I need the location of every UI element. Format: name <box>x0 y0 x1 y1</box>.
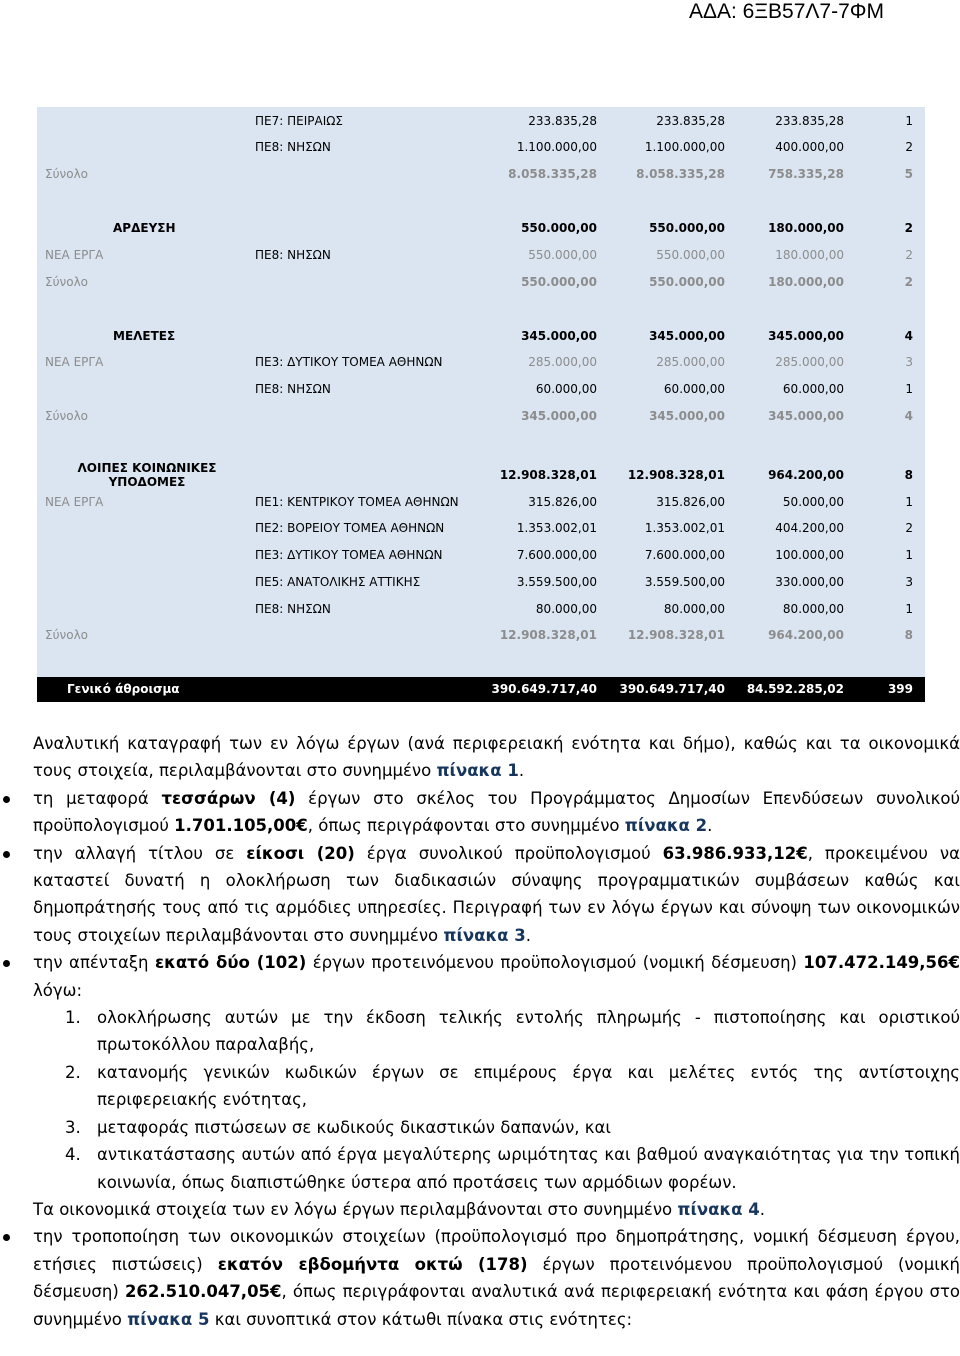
total-row <box>37 624 925 646</box>
sub-region: ΠΕ1: ΚΕΝΤΡΙΚΟΥ ΤΟΜΕΑ ΑΘΗΝΩΝ <box>255 495 459 509</box>
table-row <box>37 544 925 566</box>
value-2: 60.000,00 <box>663 382 725 396</box>
group-label: Σύνολο <box>45 167 89 181</box>
count: 2 <box>905 248 913 262</box>
value-2: 1.353.002,01 <box>644 521 725 535</box>
value-1: 1.353.002,01 <box>516 521 597 535</box>
value-3: 285.000,00 <box>775 355 844 369</box>
table-row <box>37 244 925 266</box>
value-1: 550.000,00 <box>528 248 597 262</box>
value-1: 8.058.335,28 <box>508 167 597 181</box>
group-label: ΝΕΑ ΕΡΓΑ <box>45 248 104 262</box>
value-2: 315.826,00 <box>656 495 725 509</box>
sub-region: ΠΕ8: ΝΗΣΩΝ <box>255 140 331 154</box>
section-title-row <box>37 461 925 489</box>
sub-region: ΠΕ8: ΝΗΣΩΝ <box>255 602 331 616</box>
sub-region: ΠΕ8: ΝΗΣΩΝ <box>255 248 331 262</box>
value-1: 550.000,00 <box>521 221 597 235</box>
sub-region: ΠΕ8: ΝΗΣΩΝ <box>255 382 331 396</box>
value-3: 180.000,00 <box>768 275 844 289</box>
value-3: 60.000,00 <box>782 382 844 396</box>
sub-region: ΠΕ7: ΠΕΙΡΑΙΩΣ <box>255 114 343 128</box>
numbered-item: 2. κατανομής γενικών κωδικών έργων σε επιμέρους έργα και μελέτες εντός της αντίστοιχης περιφερειακής ενότητας, <box>65 1062 960 1110</box>
table-row <box>37 491 925 513</box>
value-2: 550.000,00 <box>649 275 725 289</box>
bullet-item: την τροποποίηση των οικονομικών στοιχείων (προϋπολογισμό προ δημοπράτησης, νομική δέσμευση έργου, ετήσιες πιστώσεις) εκατόν εβδομήντα οκτώ (178) έργων προτεινόμενου προϋπολογισμού (νομική δέσμευση) 262.510.047,05€, όπως περιγράφονται αναλυτικά ανά περιφερειακή ενότητα και φάση έργου στο συνημμένο πίνακα 5 και συνοπτικά στον κάτωθι πίνακα στις ενότητες: <box>0 1223 960 1333</box>
table-row <box>37 598 925 620</box>
total-row <box>37 163 925 185</box>
count: 2 <box>904 275 913 289</box>
group-label: Σύνολο <box>45 275 89 289</box>
value-2: 233.835,28 <box>656 114 725 128</box>
value-3: 330.000,00 <box>775 575 844 589</box>
value-2: 390.649.717,40 <box>619 682 725 696</box>
numbered-item: 3. μεταφοράς πιστώσεων σε κωδικούς δικαστικών δαπανών, και <box>65 1117 611 1137</box>
count: 2 <box>904 221 913 235</box>
value-3: 964.200,00 <box>768 468 844 482</box>
count: 2 <box>905 140 913 154</box>
section-title: ΑΡΔΕΥΣΗ <box>113 221 176 235</box>
value-1: 345.000,00 <box>521 409 597 423</box>
value-1: 60.000,00 <box>535 382 597 396</box>
value-2: 345.000,00 <box>649 329 725 343</box>
section-title-row <box>37 217 925 239</box>
bullet-icon <box>3 796 10 803</box>
value-1: 80.000,00 <box>535 602 597 616</box>
value-2: 8.058.335,28 <box>636 167 725 181</box>
numbered-item: 1. ολοκλήρωσης αυτών με την έκδοση τελικής εντολής πληρωμής - πιστοποίησης και οριστικού πρωτοκόλλου παραλαβής, <box>65 1008 960 1055</box>
group-label: Σύνολο <box>45 628 89 642</box>
value-1: 345.000,00 <box>521 329 597 343</box>
value-2: 80.000,00 <box>663 602 725 616</box>
grand-total-label: Γενικό άθροισμα <box>67 682 180 696</box>
body-text <box>0 730 960 1333</box>
value-1: 12.908.328,01 <box>499 628 597 642</box>
count: 1 <box>905 114 913 128</box>
value-2: 3.559.500,00 <box>644 575 725 589</box>
paragraph: Τα οικονομικά στοιχεία των εν λόγω έργων περιλαμβάνονται στο συνημμένο πίνακα 4. <box>33 1199 765 1219</box>
grand-total-row <box>37 677 925 702</box>
value-1: 1.100.000,00 <box>516 140 597 154</box>
value-3: 180.000,00 <box>775 248 844 262</box>
value-3: 404.200,00 <box>775 521 844 535</box>
table-row <box>37 110 925 132</box>
count: 3 <box>905 575 913 589</box>
value-1: 285.000,00 <box>528 355 597 369</box>
sub-region: ΠΕ2: ΒΟΡΕΙΟΥ ΤΟΜΕΑ ΑΘΗΝΩΝ <box>255 521 445 535</box>
paragraph: Αναλυτική καταγραφή των εν λόγω έργων (ανά περιφερειακή ενότητα και δήμο), καθώς και τα οικονομικά τους στοιχεία, περιλαμβάνονται στο συνημμένο πίνακα 1. <box>33 734 960 781</box>
value-1: 7.600.000,00 <box>516 548 597 562</box>
count: 8 <box>904 468 913 482</box>
count: 1 <box>905 382 913 396</box>
group-label: ΝΕΑ ΕΡΓΑ <box>45 355 104 369</box>
value-2: 12.908.328,01 <box>627 468 725 482</box>
value-3: 180.000,00 <box>768 221 844 235</box>
group-label: Σύνολο <box>45 409 89 423</box>
numbered-item: 4. αντικατάστασης αυτών από έργα μεγαλύτερης ωριμότητας και βαθμού αναγκαιότητας για την τοπική κοινωνία, όπως διαπιστώθηκε ύστερα από προτάσεις των αρμόδιων φορέων. <box>65 1145 960 1192</box>
table-row <box>37 571 925 593</box>
table-row <box>37 517 925 539</box>
bullet-item: την απένταξη εκατό δύο (102) έργων προτεινόμενου προϋπολογισμού (νομική δέσμευση) 107.472.149,56€ λόγω: <box>0 949 960 1004</box>
bullet-item: την αλλαγή τίτλου σε είκοσι (20) έργα συνολικού προϋπολογισμού 63.986.933,12€, προκειμένου να καταστεί δυνατή η ολοκλήρωση των διαδικασιών σύναψης προγραμματικών συμβάσεων καθώς και δημοπράτησής τους από τις αρμόδιες υπηρεσίες. Περιγραφή των εν λόγω έργων και σύνοψη των οικονομικών τους στοιχείων περιλαμβάνονται στο συνημμένο πίνακα 3. <box>0 840 960 950</box>
total-row <box>37 405 925 427</box>
value-2: 550.000,00 <box>649 221 725 235</box>
value-3: 100.000,00 <box>775 548 844 562</box>
value-3: 964.200,00 <box>768 628 844 642</box>
count: 399 <box>887 682 913 696</box>
value-1: 390.649.717,40 <box>491 682 597 696</box>
sub-region: ΠΕ3: ΔΥΤΙΚΟΥ ΤΟΜΕΑ ΑΘΗΝΩΝ <box>255 355 443 369</box>
value-1: 3.559.500,00 <box>516 575 597 589</box>
count: 8 <box>904 628 913 642</box>
value-3: 233.835,28 <box>775 114 844 128</box>
summary-table <box>37 107 925 702</box>
value-3: 400.000,00 <box>775 140 844 154</box>
count: 1 <box>905 548 913 562</box>
count: 1 <box>905 602 913 616</box>
table-row <box>37 378 925 400</box>
value-3: 345.000,00 <box>768 329 844 343</box>
sub-region: ΠΕ5: ΑΝΑΤΟΛΙΚΗΣ ΑΤΤΙΚΗΣ <box>255 575 421 589</box>
count: 3 <box>905 355 913 369</box>
table-row <box>37 136 925 158</box>
value-1: 12.908.328,01 <box>499 468 597 482</box>
bullet-icon <box>3 960 10 967</box>
value-3: 50.000,00 <box>782 495 844 509</box>
value-2: 1.100.000,00 <box>644 140 725 154</box>
count: 2 <box>905 521 913 535</box>
value-2: 285.000,00 <box>656 355 725 369</box>
count: 1 <box>905 495 913 509</box>
value-2: 345.000,00 <box>649 409 725 423</box>
value-3: 80.000,00 <box>782 602 844 616</box>
bullet-item: τη μεταφορά τεσσάρων (4) έργων στο σκέλος του Προγράμματος Δημοσίων Επενδύσεων συνολικού προϋπολογισμού 1.701.105,00€, όπως περιγράφονται στο συνημμένο πίνακα 2. <box>0 785 960 840</box>
section-title-row <box>37 325 925 347</box>
total-row <box>37 271 925 293</box>
value-2: 7.600.000,00 <box>644 548 725 562</box>
bullet-icon <box>3 851 10 858</box>
value-2: 550.000,00 <box>656 248 725 262</box>
value-2: 12.908.328,01 <box>627 628 725 642</box>
value-3: 84.592.285,02 <box>746 682 844 696</box>
count: 4 <box>904 409 913 423</box>
document-id: ΑΔΑ: 6ΞΒ57Λ7-7ΦΜ <box>688 0 884 23</box>
value-1: 315.826,00 <box>528 495 597 509</box>
value-1: 550.000,00 <box>521 275 597 289</box>
section-title: ΛΟΙΠΕΣ ΚΟΙΝΩΝΙΚΕΣ ΥΠΟΔΟΜΕΣ <box>77 461 217 489</box>
value-3: 345.000,00 <box>768 409 844 423</box>
value-3: 758.335,28 <box>768 167 844 181</box>
table-row <box>37 351 925 373</box>
section-title: ΜΕΛΕΤΕΣ <box>113 329 176 343</box>
bullet-icon <box>3 1234 10 1241</box>
count: 4 <box>904 329 913 343</box>
value-1: 233.835,28 <box>528 114 597 128</box>
sub-region: ΠΕ3: ΔΥΤΙΚΟΥ ΤΟΜΕΑ ΑΘΗΝΩΝ <box>255 548 443 562</box>
count: 5 <box>904 167 913 181</box>
group-label: ΝΕΑ ΕΡΓΑ <box>45 495 104 509</box>
